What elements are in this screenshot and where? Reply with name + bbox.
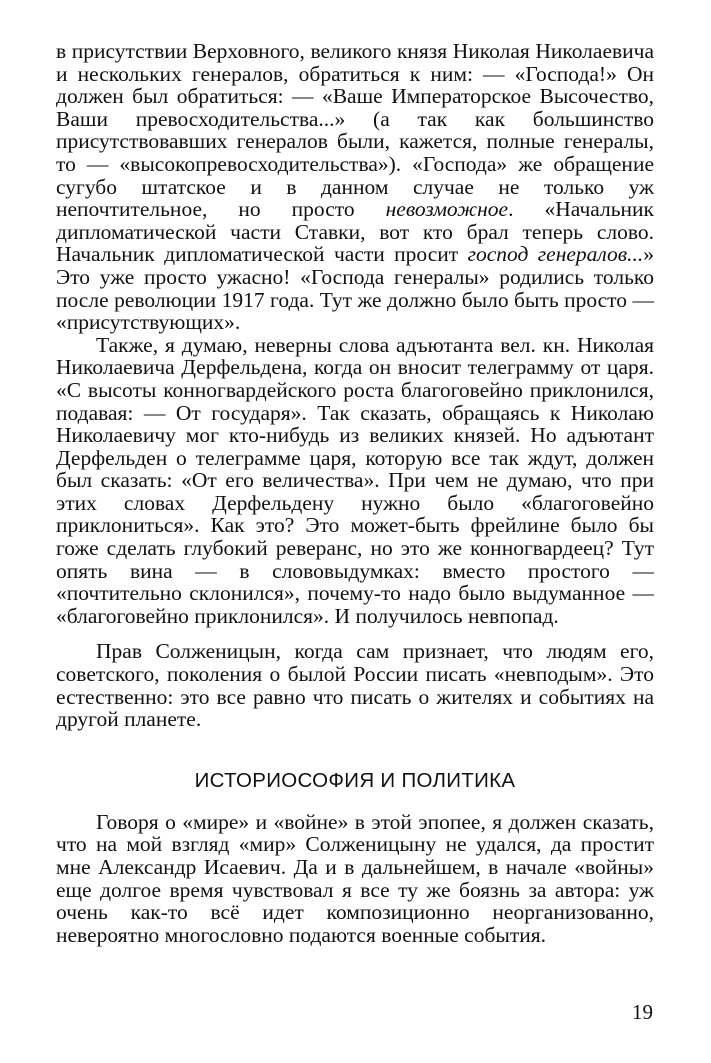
book-page: [56, 40, 654, 946]
paragraph-4: Говоря о «мире» и «войне» в этой эпопее, я должен сказать, что на мой взгляд «мир» Солженицыну не удался, да простит мне Александр Исаевич. Да и в дальнейшем, в начале «войны» еще долгое время чувствовал я все ту же боязнь за автора: уж очень как-то всё идет композиционно неорганизованно, невероятно многословно подаются военные события.: [56, 809, 654, 947]
paragraph-3: Прав Солженицын, когда сам признает, что людям его, советского, поколения о былой России писать «невподым». Это естественно: это все равно что писать о жителях и событиях на другой планете.: [56, 639, 654, 732]
emphasis-gentlemen-generals: господ генералов...: [467, 242, 644, 267]
paragraph-1-text-b: . «Начальник дипломатической части Ставки, вот кто брал теперь слово. Начальник дипломатической части просит: [56, 197, 654, 267]
paragraph-1-text-a: в присутствии Верховного, великого князя Николая Николаевича и нескольких генералов, обратиться к ним: — «Господа!» Он должен был обратиться: — «Ваше Императорское Высочество, Ваши превосходительства...» (а так как большинство присутствовавших генералов были, кажется, полные генералы, то — «высокопревосходительства»). «Господа» же обращение сугубо штатское и в данном случае не только уж непочтительное, но просто: [56, 39, 654, 222]
paragraph-1-text-c: » Это уже просто ужасно! «Господа генералы» родились только после революции 1917 года. Тут же должно было быть просто — «присутствующих».: [56, 242, 654, 335]
paragraph-2: Также, я думаю, неверны слова адъютанта вел. кн. Николая Николаевича Дерфельдена, когда он вносит телеграмму от царя. «С высоты конногвардейского роста благоговейно приклонился, подавая: — От государя». Так сказать, обращаясь к Николаю Николаевичу мог кто-нибудь из великих князей. Но адъютант Дерфельден о телеграмме царя, которую все так ждут, должен был сказать: «От его величества». При чем не думаю, что при этих словах Дерфельдену нужно было «благоговейно приклониться». Как это? Это может-быть фрейлине было бы гоже сделать глубокий реверанс, но это же конногвардеец? Тут опять вина — в слововыдумках: вместо простого — «почтительно склонился», почему-то надо было выдуманное — «благоговейно приклонился». И получилось невпопад.: [56, 332, 654, 628]
paragraph-1: [56, 40, 654, 334]
page-number: 19: [632, 1000, 653, 1024]
section-heading: ИСТОРИОСОФИЯ И ПОЛИТИКА: [194, 768, 516, 792]
emphasis-impossible: невозможное: [385, 197, 509, 222]
